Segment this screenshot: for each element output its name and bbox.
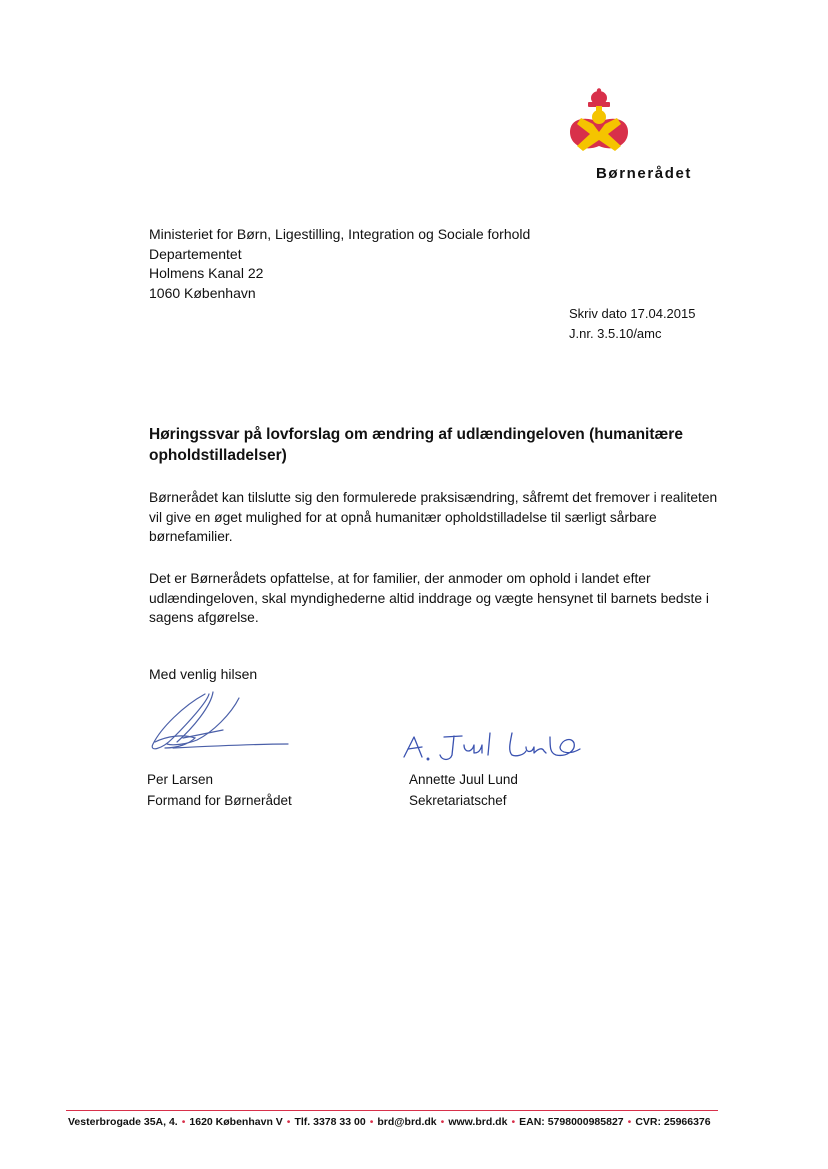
borneradet-logo-icon	[566, 88, 632, 158]
body-paragraph: Det er Børnerådets opfattelse, at for familier, der anmoder om ophold i landet efter udlændingeloven, skal myndighederne altid inddrage og vægte hensynet til barnets bedste i sagens afgørelse.	[149, 571, 709, 625]
bullet-separator-icon: •	[440, 1116, 445, 1128]
recipient-address	[149, 225, 530, 303]
body-paragraph: Børnerådet kan tilslutte sig den formulerede praksisændring, såfremt det fremover i realiteten vil give en øget mulighed for at opnå humanitær opholdstilladelse til særligt sårbare børnefamilier.	[149, 490, 718, 544]
signatory-block	[409, 770, 518, 811]
signatory-name: Per Larsen	[147, 772, 214, 787]
footer-cvr: CVR: 25966376	[635, 1116, 711, 1128]
recipient-line: Ministeriet for Børn, Ligestilling, Integration og Sociale forhold	[149, 226, 531, 242]
signatory-name: Annette Juul Lund	[409, 772, 518, 787]
signatory-title: Sekretariatschef	[409, 792, 507, 808]
signatory-title: Formand for Børnerådet	[147, 792, 292, 808]
footer-postal: 1620 København V	[189, 1116, 283, 1128]
recipient-line: Departementet	[149, 245, 242, 262]
handwritten-signature-icon	[143, 688, 293, 758]
footer-ean: EAN: 5798000985827	[519, 1116, 624, 1128]
signatory-block	[147, 770, 292, 811]
footer-email[interactable]: brd@brd.dk	[377, 1116, 437, 1128]
footer-website[interactable]: www.brd.dk	[448, 1116, 508, 1128]
bullet-separator-icon: •	[511, 1116, 516, 1128]
footer-contact	[68, 1116, 728, 1128]
bullet-separator-icon: •	[181, 1116, 186, 1128]
footer-phone: Tlf. 3378 33 00	[294, 1116, 366, 1128]
reference-block	[569, 304, 695, 344]
org-name: Børnerådet	[596, 165, 693, 182]
handwritten-signature-icon	[400, 727, 590, 772]
closing-salutation: Med venlig hilsen	[149, 666, 258, 682]
letter-subject: Høringssvar på lovforslag om ændring af udlændingeloven (humanitære opholdstilladelser)	[149, 426, 683, 464]
footer-address: Vesterbrogade 35A, 4.	[68, 1116, 178, 1128]
recipient-line: 1060 København	[149, 284, 256, 301]
letter-date: Skriv dato 17.04.2015	[569, 306, 696, 321]
footer-divider	[66, 1110, 718, 1111]
recipient-line: Holmens Kanal 22	[149, 265, 264, 282]
journal-number: J.nr. 3.5.10/amc	[569, 326, 662, 341]
bullet-separator-icon: •	[286, 1116, 291, 1128]
bullet-separator-icon: •	[627, 1116, 632, 1128]
bullet-separator-icon: •	[369, 1116, 374, 1128]
